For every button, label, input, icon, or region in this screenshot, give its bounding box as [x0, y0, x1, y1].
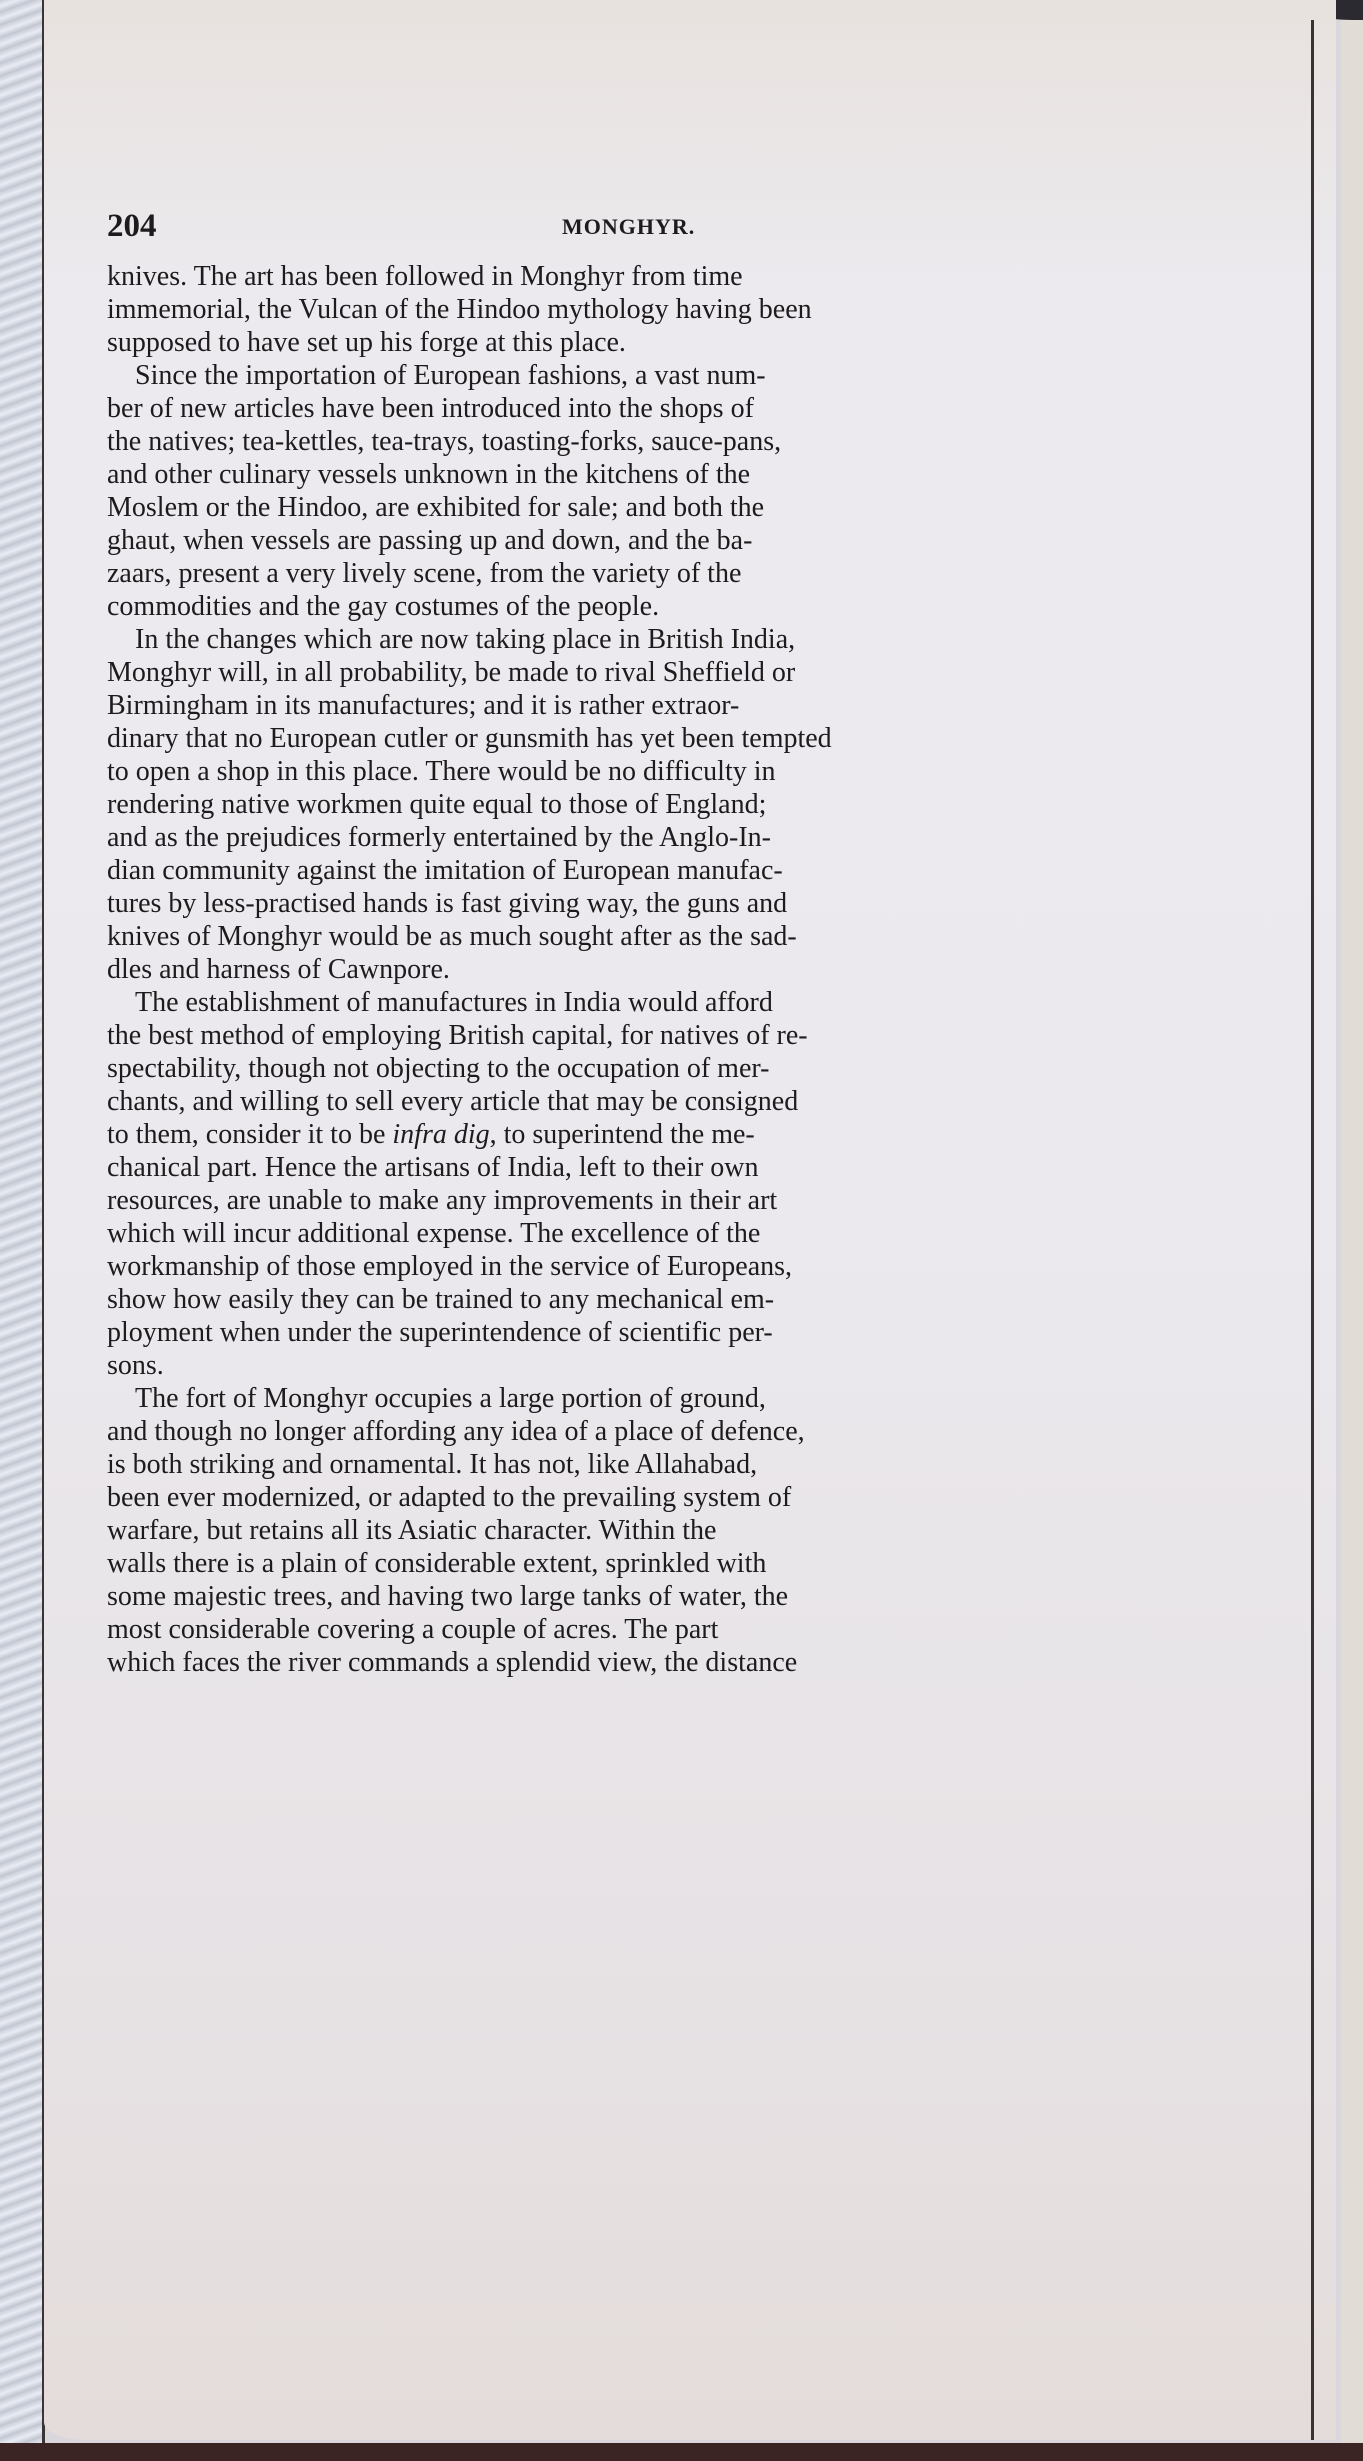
- paragraph: [107, 623, 1185, 986]
- text-line: sons.: [107, 1350, 164, 1381]
- text-line: immemorial, the Vulcan of the Hindoo mythology having been: [107, 294, 812, 325]
- running-title: MONGHYR.: [562, 214, 696, 239]
- text-line: the best method of employing British capital, for natives of re-: [107, 1020, 808, 1051]
- text-line: dian community against the imitation of European manufac-: [107, 855, 783, 886]
- text-line: some majestic trees, and having two large tanks of water, the: [107, 1581, 789, 1612]
- adjacent-page-edge: [1341, 0, 1363, 2461]
- text-line: Birmingham in its manufactures; and it is rather extraor-: [107, 690, 740, 721]
- text-line: walls there is a plain of considerable extent, sprinkled with: [107, 1548, 767, 1579]
- paragraph: [107, 986, 1185, 1382]
- text-line: Moslem or the Hindoo, are exhibited for sale; and both the: [107, 492, 765, 523]
- page-gutter-line: [1311, 20, 1314, 2440]
- text-line: dles and harness of Cawnpore.: [107, 954, 450, 985]
- text-line: resources, are unable to make any improvements in their art: [107, 1185, 778, 1216]
- text-line: rendering native workmen quite equal to those of England;: [107, 789, 767, 820]
- italic-phrase: infra dig: [392, 1119, 490, 1150]
- text-line: ber of new articles have been introduced into the shops of: [107, 393, 754, 424]
- text-line: spectability, though not objecting to the occupation of mer-: [107, 1053, 770, 1084]
- text-line: tures by less-practised hands is fast giving way, the guns and: [107, 888, 788, 919]
- text-line: and as the prejudices formerly entertained by the Anglo-In-: [107, 822, 771, 853]
- body-text: [107, 260, 1185, 1679]
- text-line: zaars, present a very lively scene, from the variety of the: [107, 558, 742, 589]
- text-line: and other culinary vessels unknown in the kitchens of the: [107, 459, 751, 490]
- text-line: and though no longer affording any idea of a place of defence,: [107, 1416, 805, 1447]
- text-line: chants, and willing to sell every article that may be consigned: [107, 1086, 799, 1117]
- text-line: dinary that no European cutler or gunsmith has yet been tempted: [107, 723, 832, 754]
- text-line: warfare, but retains all its Asiatic character. Within the: [107, 1515, 717, 1546]
- paragraph: [107, 1382, 1185, 1679]
- text-line: ployment when under the superintendence of scientific per-: [107, 1317, 773, 1348]
- text-line: been ever modernized, or adapted to the prevailing system of: [107, 1482, 792, 1513]
- text-line: knives. The art has been followed in Monghyr from time: [107, 261, 743, 292]
- text-line: In the changes which are now taking place in British India,: [135, 624, 796, 655]
- paragraph: [107, 359, 1185, 623]
- background-shadow-bottom: [0, 2443, 1363, 2461]
- text-line: is both striking and ornamental. It has not, like Allahabad,: [107, 1449, 758, 1480]
- book-binding-edge: [0, 0, 45, 2461]
- text-line: most considerable covering a couple of acres. The part: [107, 1614, 719, 1645]
- text-line: workmanship of those employed in the service of Europeans,: [107, 1251, 793, 1282]
- text-line: Since the importation of European fashions, a vast num-: [135, 360, 766, 391]
- text-line: to them, consider it to be infra dig, to superintend the me-: [107, 1119, 755, 1150]
- text-line: chanical part. Hence the artisans of India, left to their own: [107, 1152, 759, 1183]
- text-line: knives of Monghyr would be as much sought after as the sad-: [107, 921, 797, 952]
- text-line: show how easily they can be trained to any mechanical em-: [107, 1284, 775, 1315]
- paragraph: [107, 260, 1185, 359]
- page-content: [107, 200, 1185, 1679]
- text-line: which will incur additional expense. The excellence of the: [107, 1218, 761, 1249]
- text-line: The establishment of manufactures in India would afford: [135, 987, 773, 1018]
- text-line: supposed to have set up his forge at this place.: [107, 327, 626, 358]
- text-line: ghaut, when vessels are passing up and down, and the ba-: [107, 525, 753, 556]
- text-line: Monghyr will, in all probability, be made to rival Sheffield or: [107, 657, 796, 688]
- text-line: which faces the river commands a splendid view, the distance: [107, 1647, 798, 1678]
- text-line: commodities and the gay costumes of the people.: [107, 591, 660, 622]
- text-line: the natives; tea-kettles, tea-trays, toasting-forks, sauce-pans,: [107, 426, 782, 457]
- running-head: [107, 200, 1185, 260]
- text-line: The fort of Monghyr occupies a large portion of ground,: [135, 1383, 766, 1414]
- text-line: to open a shop in this place. There would be no difficulty in: [107, 756, 776, 787]
- page-number: 204: [107, 208, 157, 244]
